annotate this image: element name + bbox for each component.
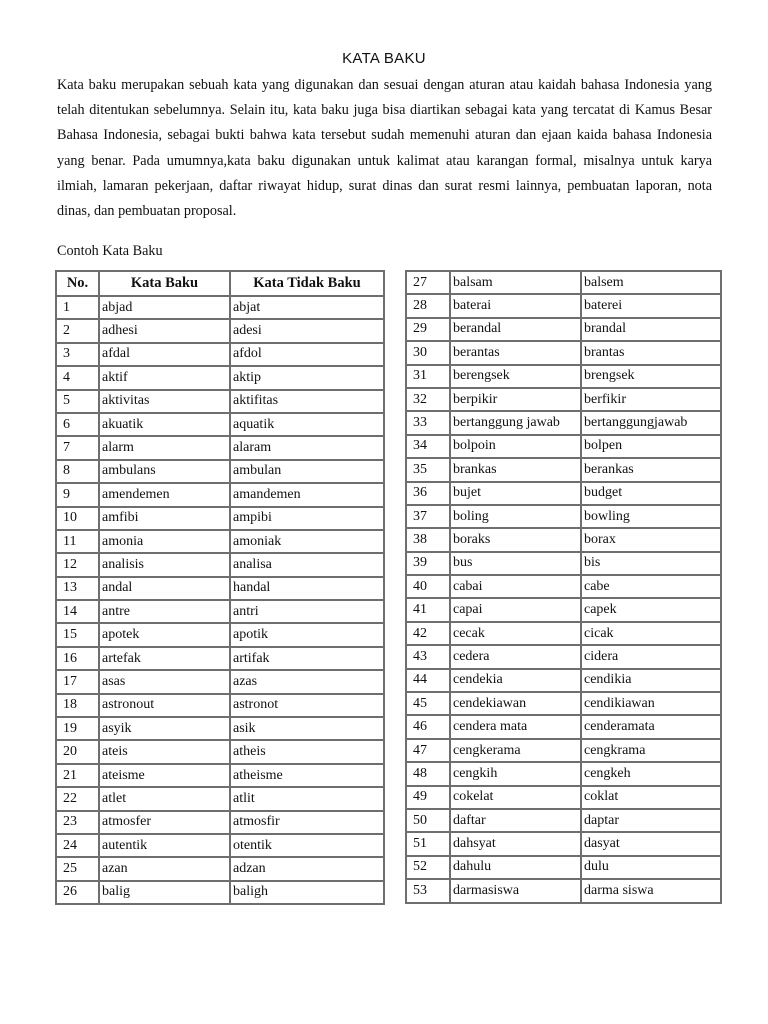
nonstandard-word: balsem	[581, 271, 721, 294]
table-row	[56, 857, 384, 880]
table-row	[56, 296, 384, 319]
row-number: 9	[56, 483, 99, 506]
nonstandard-word: analisa	[230, 553, 384, 576]
row-number: 16	[56, 647, 99, 670]
table-row	[56, 530, 384, 553]
nonstandard-word: alaram	[230, 436, 384, 459]
table-row	[56, 366, 384, 389]
table-row	[56, 787, 384, 810]
table-row	[406, 622, 721, 645]
row-number: 45	[406, 692, 450, 715]
standard-word: daftar	[450, 809, 581, 832]
row-number: 34	[406, 435, 450, 458]
standard-word: asyik	[99, 717, 230, 740]
standard-word: artefak	[99, 647, 230, 670]
standard-word: bus	[450, 552, 581, 575]
table-row	[406, 505, 721, 528]
table-row	[406, 458, 721, 481]
table-row	[406, 762, 721, 785]
table-row	[406, 411, 721, 434]
row-number: 10	[56, 507, 99, 530]
standard-word: balig	[99, 881, 230, 904]
word-table-right	[405, 270, 722, 904]
nonstandard-word: budget	[581, 482, 721, 505]
nonstandard-word: aktifitas	[230, 390, 384, 413]
nonstandard-word: bowling	[581, 505, 721, 528]
standard-word: berengsek	[450, 365, 581, 388]
standard-word: berandal	[450, 318, 581, 341]
row-number: 29	[406, 318, 450, 341]
row-number: 7	[56, 436, 99, 459]
table-row	[56, 647, 384, 670]
table-row	[406, 879, 721, 902]
nonstandard-word: atmosfir	[230, 811, 384, 834]
table-row	[56, 717, 384, 740]
standard-word: atlet	[99, 787, 230, 810]
nonstandard-word: cenderamata	[581, 715, 721, 738]
nonstandard-word: brantas	[581, 341, 721, 364]
standard-word: cengkerama	[450, 739, 581, 762]
table-row	[56, 600, 384, 623]
table-row	[56, 834, 384, 857]
row-number: 4	[56, 366, 99, 389]
table-row	[406, 341, 721, 364]
table-row	[56, 694, 384, 717]
standard-word: azan	[99, 857, 230, 880]
row-number: 44	[406, 669, 450, 692]
row-number: 51	[406, 832, 450, 855]
standard-word: cendekia	[450, 669, 581, 692]
standard-word: ateis	[99, 740, 230, 763]
nonstandard-word: atheis	[230, 740, 384, 763]
nonstandard-word: atheisme	[230, 764, 384, 787]
table-row	[406, 271, 721, 294]
row-number: 17	[56, 670, 99, 693]
table-row	[406, 528, 721, 551]
nonstandard-word: abjat	[230, 296, 384, 319]
nonstandard-word: amoniak	[230, 530, 384, 553]
nonstandard-word: handal	[230, 577, 384, 600]
table-row	[406, 809, 721, 832]
row-number: 41	[406, 598, 450, 621]
nonstandard-word: adzan	[230, 857, 384, 880]
standard-word: amendemen	[99, 483, 230, 506]
standard-word: autentik	[99, 834, 230, 857]
standard-word: boling	[450, 505, 581, 528]
standard-word: analisis	[99, 553, 230, 576]
nonstandard-word: bertanggungjawab	[581, 411, 721, 434]
table-row	[56, 577, 384, 600]
table-row	[56, 811, 384, 834]
nonstandard-word: otentik	[230, 834, 384, 857]
document-title: KATA BAKU	[342, 50, 426, 67]
nonstandard-word: adesi	[230, 319, 384, 342]
nonstandard-word: cengkeh	[581, 762, 721, 785]
table-row	[406, 294, 721, 317]
standard-word: andal	[99, 577, 230, 600]
row-number: 31	[406, 365, 450, 388]
standard-word: apotek	[99, 623, 230, 646]
row-number: 25	[56, 857, 99, 880]
row-number: 8	[56, 460, 99, 483]
row-number: 42	[406, 622, 450, 645]
standard-word: bertanggung jawab	[450, 411, 581, 434]
standard-word: baterai	[450, 294, 581, 317]
row-number: 28	[406, 294, 450, 317]
nonstandard-word: cabe	[581, 575, 721, 598]
row-number: 13	[56, 577, 99, 600]
nonstandard-word: asik	[230, 717, 384, 740]
nonstandard-word: amandemen	[230, 483, 384, 506]
row-number: 14	[56, 600, 99, 623]
nonstandard-word: cendikia	[581, 669, 721, 692]
row-number: 23	[56, 811, 99, 834]
row-number: 6	[56, 413, 99, 436]
table-row	[406, 692, 721, 715]
nonstandard-word: aquatik	[230, 413, 384, 436]
standard-word: cokelat	[450, 786, 581, 809]
standard-word: ateisme	[99, 764, 230, 787]
nonstandard-word: cengkrama	[581, 739, 721, 762]
nonstandard-word: capek	[581, 598, 721, 621]
standard-word: balsam	[450, 271, 581, 294]
row-number: 19	[56, 717, 99, 740]
row-number: 50	[406, 809, 450, 832]
nonstandard-word: cicak	[581, 622, 721, 645]
row-number: 5	[56, 390, 99, 413]
nonstandard-word: afdol	[230, 343, 384, 366]
table-row	[56, 436, 384, 459]
table-row	[56, 319, 384, 342]
standard-word: aktivitas	[99, 390, 230, 413]
row-number: 33	[406, 411, 450, 434]
nonstandard-word: atlit	[230, 787, 384, 810]
table-row	[406, 786, 721, 809]
nonstandard-word: bolpen	[581, 435, 721, 458]
standard-word: astronout	[99, 694, 230, 717]
standard-word: atmosfer	[99, 811, 230, 834]
row-number: 12	[56, 553, 99, 576]
row-number: 21	[56, 764, 99, 787]
standard-word: boraks	[450, 528, 581, 551]
row-number: 48	[406, 762, 450, 785]
nonstandard-word: brengsek	[581, 365, 721, 388]
standard-word: cecak	[450, 622, 581, 645]
row-number: 37	[406, 505, 450, 528]
table-row	[56, 507, 384, 530]
table-row	[56, 740, 384, 763]
row-number: 11	[56, 530, 99, 553]
row-number: 15	[56, 623, 99, 646]
row-number: 39	[406, 552, 450, 575]
standard-word: amonia	[99, 530, 230, 553]
nonstandard-word: daptar	[581, 809, 721, 832]
standard-word: cabai	[450, 575, 581, 598]
table-row	[56, 553, 384, 576]
standard-word: dahulu	[450, 856, 581, 879]
nonstandard-word: artifak	[230, 647, 384, 670]
table-row	[406, 552, 721, 575]
nonstandard-word: baligh	[230, 881, 384, 904]
standard-word: capai	[450, 598, 581, 621]
row-number: 52	[406, 856, 450, 879]
section-subheading: Contoh Kata Baku	[57, 243, 163, 259]
header-nonstandard-word: Kata Tidak Baku	[230, 271, 384, 296]
nonstandard-word: baterei	[581, 294, 721, 317]
nonstandard-word: ambulan	[230, 460, 384, 483]
table-row	[406, 482, 721, 505]
standard-word: antre	[99, 600, 230, 623]
standard-word: brankas	[450, 458, 581, 481]
nonstandard-word: astronot	[230, 694, 384, 717]
table-row	[406, 365, 721, 388]
row-number: 26	[56, 881, 99, 904]
standard-word: asas	[99, 670, 230, 693]
standard-word: amfibi	[99, 507, 230, 530]
nonstandard-word: aktip	[230, 366, 384, 389]
header-number: No.	[56, 271, 99, 296]
table-row	[56, 343, 384, 366]
standard-word: alarm	[99, 436, 230, 459]
row-number: 38	[406, 528, 450, 551]
row-number: 27	[406, 271, 450, 294]
row-number: 1	[56, 296, 99, 319]
standard-word: bolpoin	[450, 435, 581, 458]
nonstandard-word: antri	[230, 600, 384, 623]
standard-word: abjad	[99, 296, 230, 319]
row-number: 49	[406, 786, 450, 809]
word-table-left	[55, 270, 385, 905]
row-number: 36	[406, 482, 450, 505]
standard-word: berpikir	[450, 388, 581, 411]
table-row	[406, 598, 721, 621]
row-number: 46	[406, 715, 450, 738]
table-row	[56, 390, 384, 413]
row-number: 3	[56, 343, 99, 366]
row-number: 35	[406, 458, 450, 481]
table-row	[406, 669, 721, 692]
standard-word: berantas	[450, 341, 581, 364]
standard-word: darmasiswa	[450, 879, 581, 902]
standard-word: aktif	[99, 366, 230, 389]
intro-paragraph: Kata baku merupakan sebuah kata yang digunakan dan sesuai dengan aturan atau kaidah bahasa Indonesia yang telah ditentukan sebelumnya. Selain itu, kata baku juga bisa diartikan sebagai kata yang tercatat di Kamus Besar Bahasa Indonesia, sebagai bukti bahwa kata tersebut sudah memenuhi aturan dan ejaan kaida bahasa Indonesia yang benar. Pada umumnya,kata baku digunakan untuk kalimat atau karangan formal, misalnya untuk karya ilmiah, lamaran pekerjaan, daftar riwayat hidup, surat dinas dan surat resmi lainnya, pembuatan laporan, nota dinas, dan pembuatan proposal.	[57, 77, 712, 220]
table-row	[406, 645, 721, 668]
table-row	[56, 764, 384, 787]
nonstandard-word: azas	[230, 670, 384, 693]
nonstandard-word: berfikir	[581, 388, 721, 411]
standard-word: cendekiawan	[450, 692, 581, 715]
table-row	[406, 388, 721, 411]
table-row	[406, 832, 721, 855]
nonstandard-word: apotik	[230, 623, 384, 646]
row-number: 47	[406, 739, 450, 762]
row-number: 30	[406, 341, 450, 364]
standard-word: adhesi	[99, 319, 230, 342]
row-number: 24	[56, 834, 99, 857]
nonstandard-word: darma siswa	[581, 879, 721, 902]
nonstandard-word: dasyat	[581, 832, 721, 855]
nonstandard-word: cidera	[581, 645, 721, 668]
row-number: 40	[406, 575, 450, 598]
nonstandard-word: cendikiawan	[581, 692, 721, 715]
nonstandard-word: ampibi	[230, 507, 384, 530]
table-header-row	[56, 271, 384, 296]
standard-word: cendera mata	[450, 715, 581, 738]
nonstandard-word: coklat	[581, 786, 721, 809]
standard-word: ambulans	[99, 460, 230, 483]
row-number: 43	[406, 645, 450, 668]
table-row	[56, 881, 384, 904]
standard-word: dahsyat	[450, 832, 581, 855]
row-number: 22	[56, 787, 99, 810]
row-number: 2	[56, 319, 99, 342]
nonstandard-word: berankas	[581, 458, 721, 481]
table-row	[406, 715, 721, 738]
row-number: 53	[406, 879, 450, 902]
nonstandard-word: borax	[581, 528, 721, 551]
standard-word: bujet	[450, 482, 581, 505]
row-number: 32	[406, 388, 450, 411]
standard-word: cengkih	[450, 762, 581, 785]
table-row	[406, 318, 721, 341]
standard-word: cedera	[450, 645, 581, 668]
table-row	[56, 483, 384, 506]
table-row	[56, 670, 384, 693]
standard-word: akuatik	[99, 413, 230, 436]
table-row	[406, 575, 721, 598]
table-row	[406, 435, 721, 458]
row-number: 20	[56, 740, 99, 763]
standard-word: afdal	[99, 343, 230, 366]
table-row	[56, 413, 384, 436]
table-row	[56, 460, 384, 483]
nonstandard-word: brandal	[581, 318, 721, 341]
nonstandard-word: bis	[581, 552, 721, 575]
header-standard-word: Kata Baku	[99, 271, 230, 296]
table-row	[56, 623, 384, 646]
row-number: 18	[56, 694, 99, 717]
table-row	[406, 739, 721, 762]
nonstandard-word: dulu	[581, 856, 721, 879]
table-row	[406, 856, 721, 879]
